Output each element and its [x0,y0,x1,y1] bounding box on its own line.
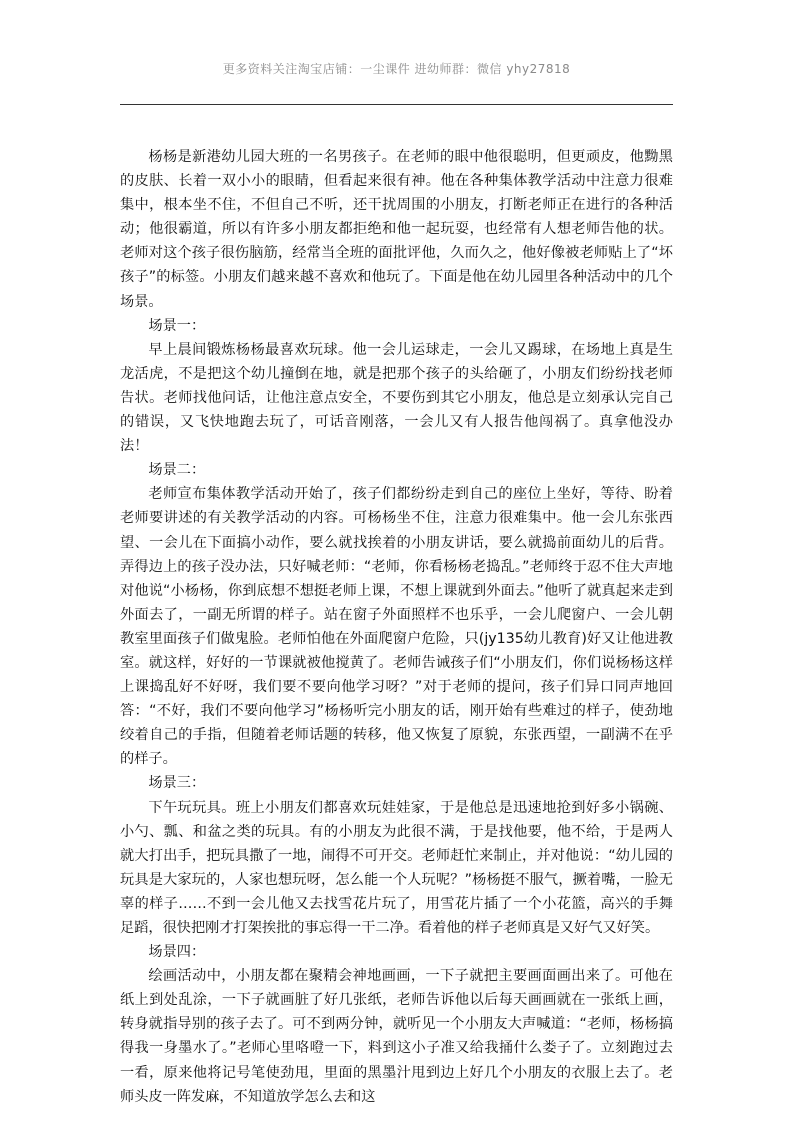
scene-two-paragraph: 老师宣布集体教学活动开始了，孩子们都纷纷走到自己的座位上坐好，等待、盼着老师要讲述的有关教学活动的内容。可杨杨坐不住，注意力很难集中。他一会儿东张西望、一会儿在下面搞小动作，要么就找挨着的小朋友讲话，要么就捣前面幼儿的后背。弄得边上的孩子没办法，只好喊老师：“老师，你看杨杨老捣乱。”老师终于忍不住大声地对他说“小杨杨，你到底想不想挺老师上课，不想上课就到外面去。”他听了就真起来走到外面去了，一副无所谓的样子。站在窗子外面照样不也乐乎，一会儿爬窗户、一会儿朝教室里面孩子们做鬼脸。老师怕他在外面爬窗户危险，只(jy135幼儿教育)好又让他进教室。就这样，好好的一节课就被他搅黄了。老师告诫孩子们“小朋友们，你们说杨杨这样上课捣乱好不好呀，我们要不要向他学习呀？”对于老师的提问，孩子们异口同声地回答：“不好，我们不要向他学习”杨杨听完小朋友的话，刚开始有些难过的样子，使劲地绞着自己的手指，但随着老师话题的转移，他又恢复了原貌，东张西望，一副满不在乎的样子。 [120,486,673,768]
header-divider [120,104,673,105]
intro-paragraph: 杨杨是新港幼儿园大班的一名男孩子。在老师的眼中他很聪明，但更顽皮，他黝黑的皮肤、长着一双小小的眼睛，但看起来很有神。他在各种集体教学活动中注意力很难集中，根本坐不住，不但自己不听，还干扰周围的小朋友，打断老师正在进行的各种活动；他很霸道，所以有许多小朋友都拒绝和他一起玩耍，也经常有人想老师告他的状。老师对这个孩子很伤脑筋，经常当全班的面批评他，久而久之，他好像被老师贴上了“坏孩子”的标签。小朋友们越来越不喜欢和他玩了。下面是他在幼儿园里各种活动中的几个场景。 [120,149,673,310]
scene-one-paragraph: 早上晨间锻炼杨杨最喜欢玩球。他一会儿运球走，一会儿又踢球，在场地上真是生龙活虎，不是把这个幼儿撞倒在地，就是把那个孩子的头给砸了，小朋友们纷纷找老师告状。老师找他问话，让他注意点安全，不要伤到其它小朋友，他总是立刻承认完自己的错误，又飞快地跑去玩了，可话音刚落，一会儿又有人报告他闯祸了。真拿他没办法！ [120,341,673,455]
scene-four-heading: 场景四： [148,944,206,961]
scene-one-heading: 场景一： [148,317,206,334]
scene-four-paragraph: 绘画活动中，小朋友都在聚精会神地画画，一下子就把主要画面画出来了。可他在纸上到处乱涂，一下子就画脏了好几张纸，老师告诉他以后每天画画就在一张纸上画，转身就指导别的孩子去了。可不到两分钟，就听见一个小朋友大声喊道：“老师，杨杨搞得我一身墨水了。”老师心里咯噔一下，料到这小子准又给我捅什么娄子了。立刻跑过去一看，原来他将记号笔使劲甩，里面的黑墨汁甩到边上好几个小朋友的衣服上去了。老师头皮一阵发麻，不知道放学怎么去和这 [120,968,673,1105]
scene-two-heading: 场景二： [148,462,206,479]
page-header: 更多资料关注淘宝店铺：一尘课件 进幼师群：微信 yhy27818 [222,62,571,76]
scene-three-paragraph: 下午玩玩具。班上小朋友们都喜欢玩娃娃家，于是他总是迅速地抢到好多小锅碗、小勺、瓢、和盆之类的玩具。有的小朋友为此很不满，于是找他要，他不给，于是两人就大打出手，把玩具撒了一地，闹得不可开交。老师赶忙来制止，并对他说：“幼儿园的玩具是大家玩的，人家也想玩呀，怎么能一个人玩呢？”杨杨挺不服气，撅着嘴，一脸无辜的样子……不到一会儿他又去找雪花片玩了，用雪花片插了一个小花篮，高兴的手舞足蹈，很快把刚才打架挨批的事忘得一干二净。看着他的样子老师真是又好气又好笑。 [120,799,673,936]
scene-three-heading: 场景三： [148,775,206,792]
document-body [120,145,673,1109]
